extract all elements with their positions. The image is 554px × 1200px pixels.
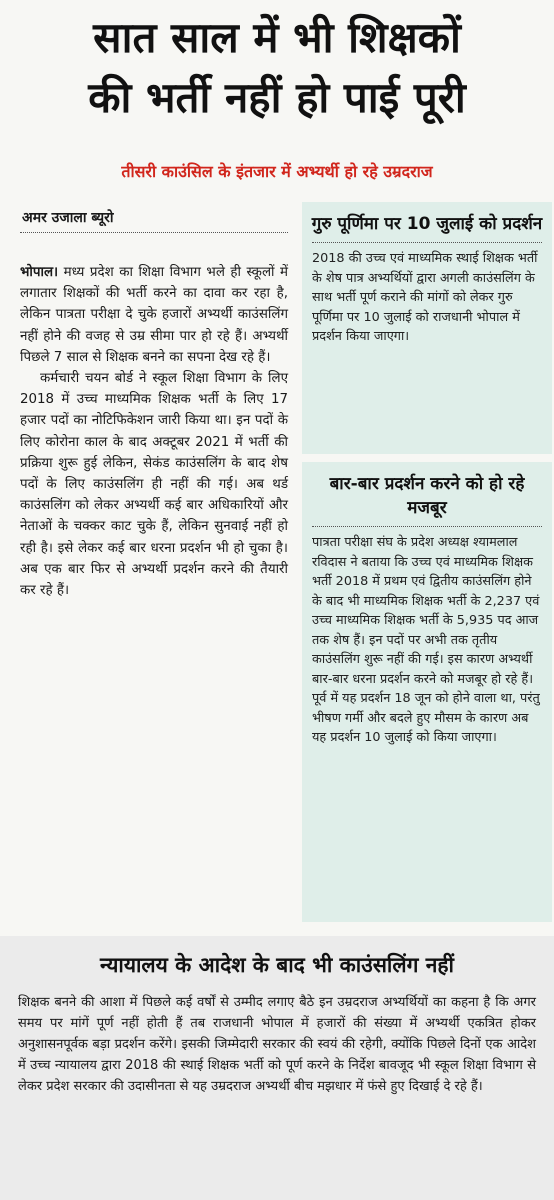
sidebar-2-divider — [312, 526, 542, 527]
sidebar-2-body: पात्रता परीक्षा संघ के प्रदेश अध्यक्ष श्यामलाल रविदास ने बताया कि उच्च एवं माध्यमिक शिक्षक भर्ती 2018 में प्रथम एवं द्वितीय काउंसलिंग होने के बाद भी माध्यमिक शिक्षक भर्ती के 2,237 एवं उच्च माध्यमिक शिक्षक भर्ती के 5,935 पद आज तक शेष हैं। इन पदों पर अभी तक तृतीय काउंसलिंग शुरू नहीं की गई। इस कारण अभ्यर्थी बार-बार धरना प्रदर्शन करने को मजबूर हो रहे हैं। पूर्व में यह प्रदर्शन 18 जून को होने वाला था, परंतु भीषण गर्मी और बदले हुए मौसम के कारण अब यह प्रदर्शन 10 जुलाई को किया जाएगा। — [312, 535, 540, 745]
headline-line-1: सात साल में भी शिक्षकों — [93, 13, 461, 62]
bottom-body: शिक्षक बनने की आशा में पिछले कई वर्षों से उम्मीद लगाए बैठे इन उम्रदराज अभ्यर्थियों का कहना है कि अगर समय पर मांगें पूर्ण नहीं होती हैं तब राजधानी भोपाल में हजारों की संख्या में अभ्यर्थी एकत्रित होकर अनुशासनपूर्वक बड़ा प्रदर्शन करेंगे। इसकी जिम्मेदारी सरकार की स्वयं की रहेगी, क्योंकि पिछले दिनों एक आदेश में उच्च न्यायालय द्वारा 2018 की स्थाई शिक्षक भर्ती को पूर्ण करने के निर्देश बावजूद भी स्कूल शिक्षा विभाग से लेकर प्रदेश सरकार की उदासीनता से यह उम्रदराज अभ्यर्थी बीच मझधार में फंसे हुए दिखाई दे रहे हैं। — [18, 995, 536, 1094]
subheadline: तीसरी काउंसिल के इंतजार में अभ्यर्थी हो रहे उम्रदराज — [121, 162, 433, 181]
bottom-box-court-order — [0, 936, 554, 1200]
main-article-column — [20, 262, 288, 601]
sidebar-2-heading: बार-बार प्रदर्शन करने को हो रहे मजबूर — [329, 474, 525, 518]
dateline: भोपाल। — [20, 265, 59, 280]
headline-line-2: की भर्ती नहीं हो पाई पूरी — [88, 73, 466, 122]
main-paragraph-1 — [20, 262, 288, 368]
sidebar-1-body: 2018 की उच्च एवं माध्यमिक स्थाई शिक्षक भर्ती के शेष पात्र अभ्यर्थियों द्वारा अगली काउंसलिंग के साथ भर्ती पूर्ण कराने की मांगों को लेकर गुरु पूर्णिमा पर 10 जुलाई को राजधानी भोपाल में प्रदर्शन किया जाएगा। — [312, 251, 538, 344]
sidebar-box-protest — [302, 462, 552, 922]
main-paragraph-2: कर्मचारी चयन बोर्ड ने स्कूल शिक्षा विभाग के लिए 2018 में उच्च माध्यमिक शिक्षक भर्ती के लिए 17 हजार पदों का नोटिफिकेशन जारी किया था। इन पदों के लिए कोरोना काल के बाद अक्टूबर 2021 में भर्ती की प्रक्रिया शुरू हुई लेकिन, सेकंड काउंसलिंग के बाद शेष पदों के लिए काउंसलिंग ही नहीं की गई। अब थर्ड काउंसलिंग को लेकर अभ्यर्थी कई बार अधिकारियों और नेताओं के चक्कर काट चुके हैं, लेकिन सुनवाई नहीं हो रही है। इसे लेकर कई बार धरना प्रदर्शन भी हो चुका है। अब एक बार फिर से अभ्यर्थी प्रदर्शन करने की तैयारी कर रहे हैं। — [20, 371, 288, 599]
byline-divider — [20, 232, 288, 233]
main-paragraph-1-text: मध्य प्रदेश का शिक्षा विभाग भले ही स्कूलों में लगातार शिक्षकों की भर्ती करने का दावा कर रहा है, लेकिन पात्रता परीक्षा दे चुके हजारों अभ्यर्थी काउंसलिंग नहीं होने की वजह से उम्र सीमा पार हो रहे हैं। अभ्यर्थी पिछले 7 साल से शिक्षक बनने का सपना देख रहे हैं। — [20, 265, 288, 365]
sidebar-1-divider — [312, 242, 542, 243]
sidebar-box-guru-purnima — [302, 202, 552, 454]
sidebar-1-heading: गुरु पूर्णिमा पर 10 जुलाई को प्रदर्शन — [311, 214, 543, 234]
bottom-heading: न्यायालय के आदेश के बाद भी काउंसलिंग नहीं — [100, 953, 454, 977]
headline — [0, 8, 554, 128]
byline: अमर उजाला ब्यूरो — [22, 210, 114, 226]
